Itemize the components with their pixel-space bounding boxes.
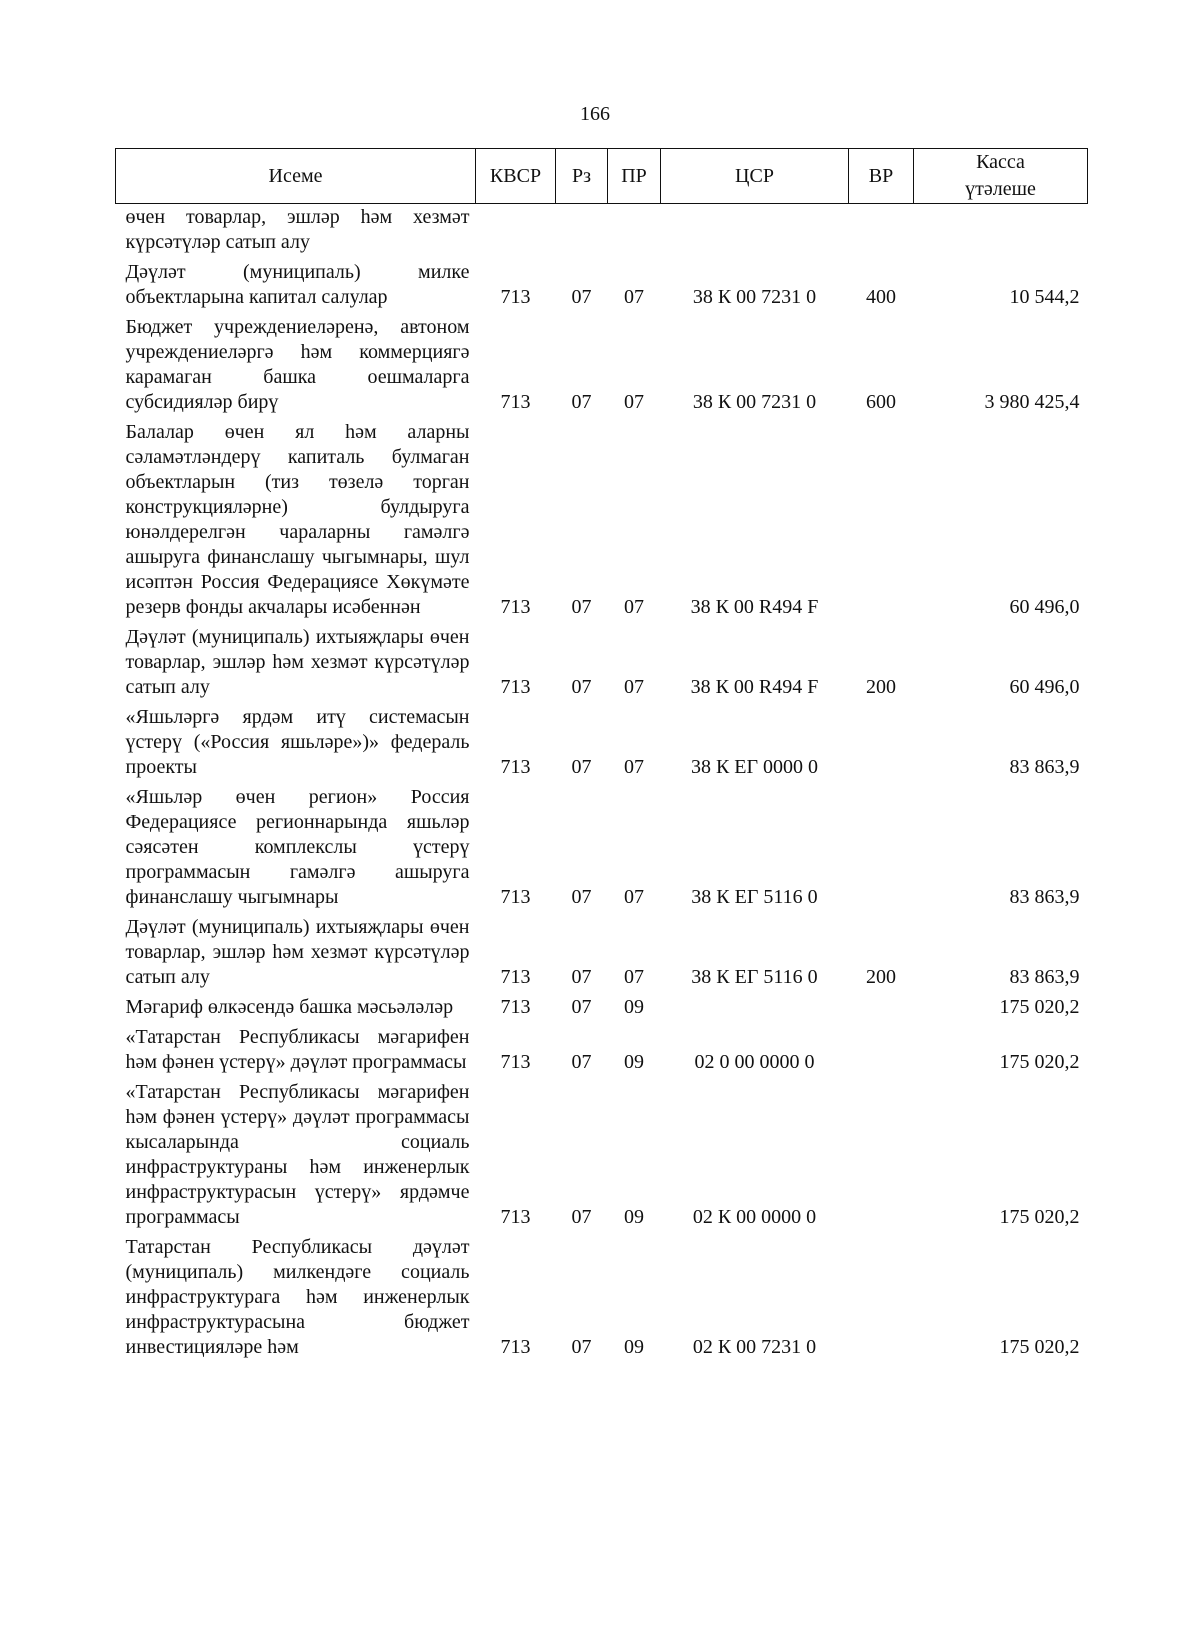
row-rz-cell: 07 [571, 676, 592, 698]
row-rz-cell: 07 [571, 596, 592, 618]
row-csr-cell: 38 К 00 7231 0 [692, 286, 817, 308]
table-row [116, 1025, 1088, 1080]
row-csr-cell [661, 204, 849, 261]
row-kvsr-cell: 713 [500, 966, 531, 988]
row-csr-cell [661, 995, 849, 1025]
row-pr-cell: 07 [624, 756, 644, 778]
table-row [116, 204, 1088, 261]
budget-table [115, 148, 1088, 1365]
table-row [116, 1235, 1088, 1365]
row-csr-cell: 38 К 00 R494 F [690, 596, 819, 618]
row-pr-cell: 07 [624, 286, 644, 308]
row-amount-cell: 60 496,0 [1009, 596, 1080, 618]
row-name-cell: Дәүләт (муниципаль) милке объектларына капитал салулар [125, 261, 470, 308]
row-vr-cell: 200 [866, 676, 896, 698]
row-kvsr-cell: 713 [500, 596, 531, 618]
row-pr-cell: 07 [624, 391, 644, 413]
row-vr-cell [849, 204, 914, 261]
row-name-cell: «Татарстан Республикасы мәгарифен һәм фәнен үстерү» дәүләт программасы [125, 1026, 470, 1073]
row-vr-cell [849, 705, 914, 785]
row-name-cell: «Татарстан Республикасы мәгарифен һәм фәнен үстерү» дәүләт программасы кысаларында социаль инфраструктураны һәм инженерлык инфраструктурасын үстерү» ярдәмче программасы [125, 1081, 470, 1228]
table-row [116, 785, 1088, 915]
row-csr-cell: 38 К 00 7231 0 [692, 391, 817, 413]
row-amount-cell: 3 980 425,4 [984, 391, 1080, 413]
row-amount-cell: 83 863,9 [1009, 966, 1080, 988]
row-amount-cell: 175 020,2 [999, 1206, 1080, 1228]
header-kassa [914, 149, 1088, 204]
header-name: Исеме [116, 149, 476, 204]
table-row [116, 420, 1088, 625]
row-rz-cell: 07 [571, 391, 592, 413]
row-kvsr-cell: 713 [500, 1051, 531, 1073]
row-amount-cell: 10 544,2 [1009, 286, 1080, 308]
table-row [116, 995, 1088, 1025]
row-vr-cell: 400 [866, 286, 896, 308]
row-pr-cell: 07 [624, 676, 644, 698]
row-csr-cell: 38 К ЕГ 5116 0 [691, 966, 818, 988]
table-row [116, 260, 1088, 315]
row-name-cell: Мәгариф өлкәсендә башка мәсьәләләр [125, 996, 454, 1018]
row-vr-cell [849, 1080, 914, 1235]
header-pr: ПР [608, 149, 661, 204]
header-vr: ВР [849, 149, 914, 204]
row-pr-cell [608, 204, 661, 261]
row-kvsr-cell: 713 [500, 996, 531, 1018]
row-kvsr-cell: 713 [500, 886, 531, 908]
row-vr-cell [849, 420, 914, 625]
table-row [116, 1080, 1088, 1235]
row-pr-cell: 07 [624, 886, 644, 908]
table-header [116, 149, 1088, 204]
row-vr-cell [849, 995, 914, 1025]
row-amount-cell [914, 204, 1088, 261]
row-pr-cell: 07 [624, 966, 644, 988]
header-rz: Рз [556, 149, 608, 204]
row-csr-cell: 02 К 00 0000 0 [692, 1206, 817, 1228]
row-rz-cell: 07 [571, 1206, 592, 1228]
row-pr-cell: 09 [624, 1336, 644, 1358]
row-kvsr-cell: 713 [500, 676, 531, 698]
row-rz-cell: 07 [571, 886, 592, 908]
row-name-cell: Дәүләт (муниципаль) ихтыяҗлары өчен товарлар, эшләр һәм хезмәт күрсәтүләр сатып алу [125, 916, 470, 988]
row-vr-cell [849, 1025, 914, 1080]
row-name-cell: «Яшьләр өчен регион» Россия Федерациясе регионнарында яшьләр сәясәтен комплекслы үстерү программасын гамәлгә ашыруга финанслашу чыгымнары [125, 786, 470, 908]
row-amount-cell: 175 020,2 [999, 996, 1080, 1018]
row-csr-cell: 38 К ЕГ 0000 0 [690, 756, 819, 778]
table-row [116, 915, 1088, 995]
header-kvsr: КВСР [476, 149, 556, 204]
row-rz-cell: 07 [571, 286, 592, 308]
header-csr: ЦСР [661, 149, 849, 204]
row-rz-cell: 07 [571, 996, 592, 1018]
row-name-cell: «Яшьләргә ярдәм итү системасын үстерү («Россия яшьләре»)» федераль проекты [125, 706, 470, 778]
row-rz-cell: 07 [571, 1336, 592, 1358]
row-vr-cell: 200 [866, 966, 896, 988]
row-amount-cell: 60 496,0 [1009, 676, 1080, 698]
table-row [116, 625, 1088, 705]
row-name-cell: Татарстан Республикасы дәүләт (муниципаль) милкендәге социаль инфраструктурага һәм инженерлык инфраструктурасына бюджет инвестицияләре һәм [125, 1236, 470, 1358]
row-rz-cell: 07 [571, 1051, 592, 1073]
row-amount-cell: 83 863,9 [1009, 886, 1080, 908]
row-kvsr-cell: 713 [500, 286, 531, 308]
row-rz-cell: 07 [571, 756, 592, 778]
row-csr-cell: 38 К ЕГ 5116 0 [691, 886, 818, 908]
row-name-cell: Дәүләт (муниципаль) ихтыяҗлары өчен товарлар, эшләр һәм хезмәт күрсәтүләр сатып алу [125, 626, 470, 698]
row-pr-cell: 09 [624, 996, 644, 1018]
row-kvsr-cell: 713 [500, 391, 531, 413]
row-amount-cell: 175 020,2 [999, 1051, 1080, 1073]
row-rz-cell [556, 204, 608, 261]
row-csr-cell: 38 К 00 R494 F [690, 676, 819, 698]
row-vr-cell: 600 [866, 391, 896, 413]
row-kvsr-cell: 713 [500, 1336, 531, 1358]
row-name-cell: Бюджет учреждениеләренә, автоном учреждениеләргә һәм коммерциягә карамаган башка оешмаларга субсидияләр бирү [125, 316, 470, 413]
header-kassa-line2: үтәлеше [965, 178, 1036, 200]
row-amount-cell: 175 020,2 [999, 1336, 1080, 1358]
header-kassa-line1: Касса [976, 151, 1025, 173]
row-vr-cell [849, 1235, 914, 1365]
row-csr-cell: 02 К 00 7231 0 [692, 1336, 817, 1358]
table-row [116, 705, 1088, 785]
row-amount-cell: 83 863,9 [1009, 756, 1080, 778]
row-rz-cell: 07 [571, 966, 592, 988]
table-row [116, 315, 1088, 420]
table-body [116, 204, 1088, 1366]
row-vr-cell [849, 785, 914, 915]
row-pr-cell: 09 [624, 1206, 644, 1228]
row-pr-cell: 07 [624, 596, 644, 618]
header-row [116, 149, 1088, 204]
row-pr-cell: 09 [624, 1051, 644, 1073]
row-kvsr-cell: 713 [500, 1206, 531, 1228]
row-csr-cell: 02 0 00 0000 0 [694, 1051, 815, 1073]
row-kvsr-cell: 713 [500, 756, 531, 778]
row-kvsr-cell [476, 204, 556, 261]
row-name-cell: Балалар өчен ял һәм аларны сәламәтләндерү капиталь булмаган объектларын (тиз төзелә торган конструкцияләрне) булдыруга юнәлдерелгән чараларны гамәлгә ашыруга финанслашу чыгымнары, шул исәптән Россия Федерациясе Хөкүмәте резерв фонды акчалары исәбеннән [125, 421, 470, 618]
page-number: 166 [580, 103, 610, 125]
row-name-cell: өчен товарлар, эшләр һәм хезмәт күрсәтүләр сатып алу [125, 206, 470, 253]
